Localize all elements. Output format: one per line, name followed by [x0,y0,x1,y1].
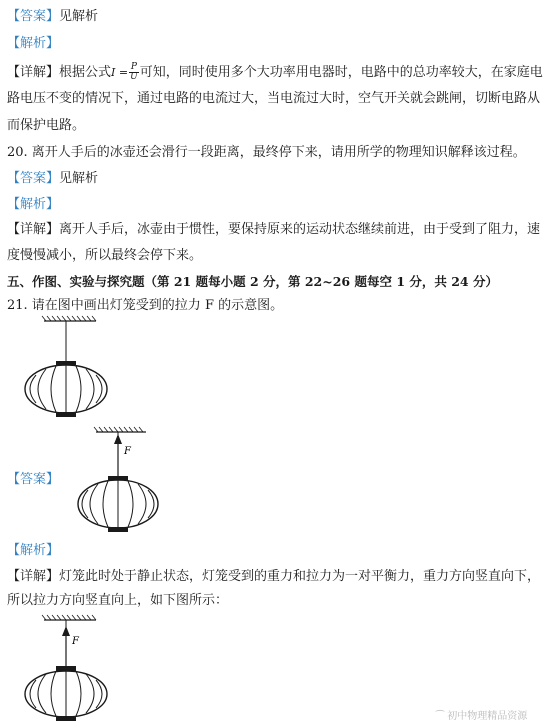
analysis-line-21 [7,542,59,560]
lantern-figure-question [16,313,116,423]
question-21: 21. 请在图中画出灯笼受到的拉力 F 的示意图。 [7,298,284,313]
lantern-icon [25,666,107,721]
answer-text: 见解析 [59,9,99,24]
formula-lhs: I = [111,66,129,79]
detail-tag: 【详解】 [7,65,60,80]
detail-text: 离开人手后，冰壶由于惯性，要保持原来的运动状态继续前进，由于受到了阻力，速 [59,222,541,237]
answer-line-21 [7,471,59,489]
ceiling-icon [94,427,146,432]
force-label: F [124,446,131,457]
answer-tag: 【答案】 [7,9,60,24]
ceiling-icon [42,615,96,620]
detail-line-20-2: 度慢慢减小，所以最终会停下来。 [7,248,203,263]
detail-line-19-3: 而保护电路。 [7,118,86,133]
detail-line-19-1 [7,63,543,82]
formula-denominator: U [130,72,138,82]
lantern-figure-answer [70,424,170,536]
detail-line-19-2: 路电压不变的情况下，通过电路的电流过大，当电流过大时，空气开关就会跳闸，切断电路从 [7,91,541,106]
lantern-figure-explanation [16,612,116,723]
analysis-line-20 [7,196,59,214]
lantern-icon [78,476,158,532]
analysis-tag: 【解析】 [7,36,60,51]
force-arrow-icon [114,434,122,476]
formula-numerator: P [130,62,137,72]
detail-text: 根据公式 [59,65,112,80]
ceiling-icon [42,316,96,321]
answer-tag: 【答案】 [7,472,60,487]
analysis-tag: 【解析】 [7,197,60,212]
detail-text: 灯笼此时处于静止状态，灯笼受到的重力和拉力为一对平衡力，重力方向竖直向下， [59,569,541,584]
detail-text: 可知，同时使用多个大功率用电器时，电路中的总功率较大，在家庭电 [139,65,543,80]
force-arrow-icon [62,626,70,666]
formula-fraction [129,63,139,82]
watermark: ⁀ 初中物理精品资源 [436,711,528,722]
section-heading: 五、作图、实验与探究题（第 21 题每小题 2 分，第 22~26 题每空 1 分，共 24 分） [7,274,498,289]
lantern-icon [25,361,107,417]
answer-tag: 【答案】 [7,171,60,186]
analysis-tag: 【解析】 [7,543,60,558]
answer-text: 见解析 [59,171,99,186]
answer-line-19 [7,8,98,26]
question-20: 20. 离开人手后的冰壶还会滑行一段距离，最终停下来，请用所学的物理知识解释该过程。 [7,145,526,160]
answer-line-20 [7,170,98,188]
force-label: F [72,636,79,647]
detail-tag: 【详解】 [7,222,60,237]
detail-tag: 【详解】 [7,569,60,584]
detail-line-21-1 [7,568,540,586]
detail-line-20-1 [7,221,540,239]
detail-line-21-2: 所以拉力方向竖直向上，如下图所示： [7,593,229,608]
analysis-line-19 [7,35,59,53]
